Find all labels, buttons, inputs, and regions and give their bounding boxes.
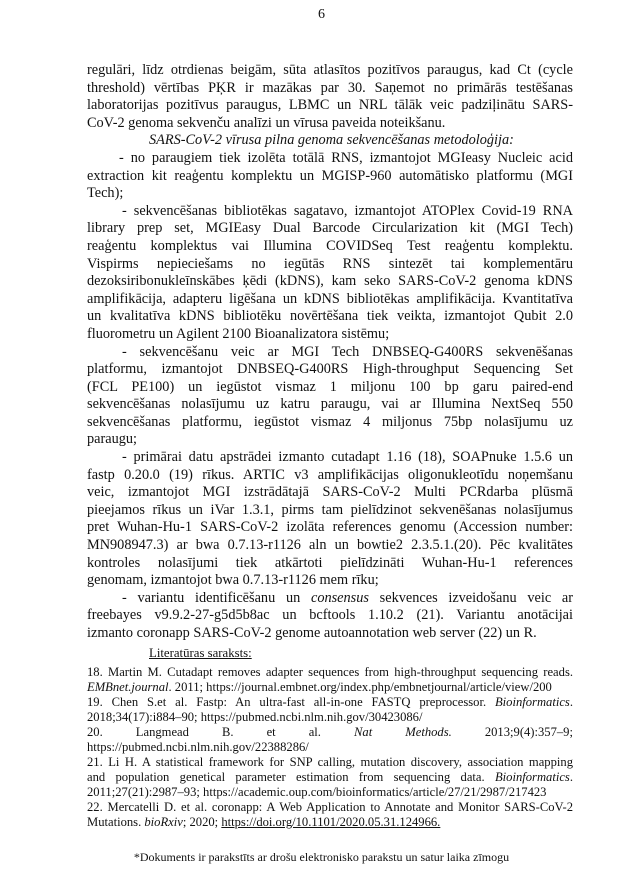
text-segment: library prep set, MGIEasy Dual Barcode Circularization kit (MGI Tech) <box>87 220 573 237</box>
paragraph <box>87 62 573 132</box>
text-line <box>87 238 573 256</box>
text-segment: 20. Langmead B. et al. <box>87 725 355 739</box>
signature-footer: *Dokuments ir parakstīts ar drošu elektronisko parakstu un satur laika zīmogu <box>133 850 510 864</box>
paragraph <box>87 150 573 203</box>
text-line <box>87 449 573 467</box>
paragraph <box>87 590 573 643</box>
text-segment: Bioinformatics <box>494 770 570 784</box>
page-number: 6 <box>318 7 325 22</box>
text-segment: ; 2020; <box>182 815 222 829</box>
text-segment: - no paraugiem tiek izolēta totālā RNS, izmantojot MGIeasy Nucleic acid <box>119 149 573 166</box>
text-line <box>87 308 573 326</box>
text-line <box>87 710 573 725</box>
text-segment: 2018;34(17):i884–90; https://pubmed.ncbi.nlm.nih.gov/30423086/ <box>87 710 423 724</box>
doi-link[interactable]: https://doi.org/10.1101/2020.05.31.124966. <box>221 815 441 829</box>
text-line <box>87 273 573 291</box>
text-line <box>87 185 573 203</box>
text-line <box>87 203 573 221</box>
text-segment: 18. Martin M. Cutadapt removes adapter sequences from high-throughput sequencing reads. <box>87 665 573 679</box>
text-segment: sekvencēšanas nolasījumu uz katru paraugu, vai ar Illumina NextSeq 550 <box>87 396 573 413</box>
reference-item <box>87 755 573 800</box>
text-segment: reaģentu komplektus vai Illumina COVIDSeq Test reaģentu komplektu. <box>87 237 573 254</box>
text-segment: Nat Methods. <box>354 725 452 739</box>
text-segment: paraugu; <box>87 431 138 448</box>
text-line <box>87 414 573 432</box>
paragraph <box>87 344 573 450</box>
paragraph <box>87 203 573 344</box>
text-segment: (FCL PE100) un iegūstot vismaz 1 miljonu 100 bp garu paired-end <box>87 378 573 395</box>
text-segment: genomam, izmantojot bwa 0.7.13-r1126 mem rīku; <box>87 572 379 589</box>
text-segment: fluorometru un Agilent 2100 Bioanalizatora sistēmu; <box>87 325 390 342</box>
text-segment: extraction kit reaģentu komplektu un MGISP-960 automātisko platformu (MGI <box>87 167 573 184</box>
text-line <box>87 740 573 755</box>
text-line <box>87 326 573 344</box>
text-segment: MN908947.3) ar bwa 0.7.13-r1126 aln un bowtie2 2.3.5.1.(20). Pēc kvalitātes <box>87 537 573 554</box>
text-segment: consensus <box>310 589 369 606</box>
text-segment: - variantu identificēšanu un <box>122 589 311 606</box>
text-segment: 19. Chen S.et al. Fastp: An ultra-fast all-in-one FASTQ preprocessor. <box>87 695 495 709</box>
text-segment: . <box>569 770 573 784</box>
text-line <box>87 800 573 815</box>
text-segment: Tech); <box>87 185 124 202</box>
text-segment: threshold) vērtības PĶR ir mazākas par 30. Saņemot no primārās testēšanas <box>87 79 573 96</box>
text-line <box>87 291 573 309</box>
reference-item <box>87 695 573 725</box>
references-list <box>87 665 573 830</box>
text-line <box>87 168 573 186</box>
text-segment: platformu, izmantojot DNBSEQ-G400RS High-throughput Sequencing Set <box>87 361 573 378</box>
text-segment: sekvencēšanas platformu, iegūstot vismaz 4 miljonus 75bp nolasījumu uz <box>87 413 573 430</box>
text-segment: 2013;9(4):357–9; <box>451 725 573 739</box>
text-line <box>87 484 573 502</box>
text-line <box>87 150 573 168</box>
reference-item <box>87 725 573 755</box>
text-line <box>87 680 573 695</box>
text-line <box>87 361 573 379</box>
text-segment: freebayes v9.9.2-27-g5d5b8ac un bcftools 1.10.2 (21). Variantu anotācijai <box>87 607 573 624</box>
text-line <box>87 519 573 537</box>
text-segment: . 2011; https://journal.embnet.org/index.php/embnetjournal/article/view/200 <box>168 680 552 694</box>
references-heading: Literatūras saraksts: <box>149 646 252 660</box>
text-segment: fastp 0.20.0 (19) rīkus. ARTIC v3 amplifikācijas oligonukleotīdu noņemšanu <box>87 466 573 483</box>
text-line <box>87 97 573 115</box>
text-line <box>87 695 573 710</box>
text-line <box>87 725 573 740</box>
text-segment: bioRxiv <box>144 815 183 829</box>
text-segment: and population genetical parameter estimation from sequencing data. <box>87 770 495 784</box>
text-line <box>87 379 573 397</box>
text-segment: 2011;27(21):2987–93; https://academic.oup.com/bioinformatics/article/27/21/2987/217423 <box>87 785 547 799</box>
text-segment: 21. Li H. A statistical framework for SNP calling, mutation discovery, association mapping <box>87 755 573 769</box>
text-line <box>87 665 573 680</box>
text-segment: amplifikācija, adapteru ligēšana un kDNS bibliotēkas amplifikācija. Kvantitatīva <box>87 290 573 307</box>
text-line <box>87 770 573 785</box>
text-line <box>87 785 573 800</box>
text-segment: 22. Mercatelli D. et al. coronapp: A Web Application to Annotate and Monitor SARS-CoV-2 <box>87 800 573 814</box>
reference-item <box>87 800 573 830</box>
text-line <box>87 396 573 414</box>
text-segment: - sekvencēšanu veic ar MGI Tech DNBSEQ-G400RS sekvenēšanas <box>122 343 573 360</box>
text-line <box>87 115 573 133</box>
text-segment: SARS-CoV-2 vīrusa pilna genoma sekvencēšanas metodoloģija: <box>149 132 514 149</box>
text-segment: laboratorijas pozitīvus paraugus, LBMC un NRL tālāk veic padziļinātu SARS- <box>87 97 573 114</box>
text-line <box>87 431 573 449</box>
text-segment: izmanto coronapp SARS-CoV-2 genome autoannotation web server (22) un R. <box>87 625 537 641</box>
text-segment: sekvences izveidošanu veic ar <box>368 589 573 606</box>
text-segment: pret Wuhan-Hu-1 SARS-CoV-2 izolāta references genomu (Accession number: <box>87 519 573 536</box>
text-segment: Mutations. <box>87 815 145 829</box>
text-segment: un kvalitatīva kDNS bibliotēku novērtēšana tiek veikta, izmantojot Qubit 2.0 <box>87 308 573 325</box>
text-line <box>87 132 573 150</box>
text-segment: Vispirms nepieciešams no iegūtās RNS sintezēt tai komplementāru <box>87 255 573 272</box>
text-segment: https://pubmed.ncbi.nlm.nih.gov/22388286/ <box>87 740 309 754</box>
text-segment: veic, izmantojot MGI izstrādātajā SARS-CoV-2 Multi PCRdarba plūsmā <box>87 484 573 501</box>
text-line <box>87 572 573 590</box>
text-line <box>87 625 573 643</box>
paragraph <box>87 449 573 590</box>
text-line <box>87 220 573 238</box>
text-line <box>87 62 573 80</box>
text-line <box>87 502 573 520</box>
text-line <box>87 80 573 98</box>
text-line <box>87 467 573 485</box>
text-line <box>87 590 573 608</box>
text-line <box>87 815 573 830</box>
text-segment: Bioinformatics <box>494 695 570 709</box>
text-segment: kontroles nolasījumi tiek atkārtoti pielīdzināti Wuhan-Hu-1 references <box>87 554 573 571</box>
text-line <box>87 755 573 770</box>
text-line <box>87 256 573 274</box>
paragraph <box>87 132 573 150</box>
text-line <box>87 607 573 625</box>
text-segment: dezoksiribonukleīnskābes ķēdi (kDNS), kam seko SARS-CoV-2 genoma kDNS <box>87 273 573 290</box>
text-segment: . <box>569 695 573 709</box>
text-segment: pieejamos rīkus un iVar 1.3.1, pirms tam pielīdzinot sekvenēšanas nolasījumus <box>87 501 573 518</box>
text-segment: CoV-2 genoma sekvenču analīzi un vīrusa paveida noteikšanu. <box>87 114 446 131</box>
text-segment: regulāri, līdz otrdienas beigām, sūta atlasītos pozitīvos paraugus, kad Ct (cycle <box>87 62 573 78</box>
text-line <box>87 537 573 555</box>
text-line <box>87 555 573 573</box>
text-segment: - sekvencēšanas bibliotēkas sagatavo, izmantojot ATOPlex Covid-19 RNA <box>122 202 573 219</box>
text-segment: EMBnet.journal <box>87 680 169 694</box>
text-segment: - primārai datu apstrādei izmanto cutadapt 1.16 (18), SOAPnuke 1.5.6 un <box>122 449 573 466</box>
reference-item <box>87 665 573 695</box>
text-line <box>87 344 573 362</box>
body-text <box>87 62 573 643</box>
